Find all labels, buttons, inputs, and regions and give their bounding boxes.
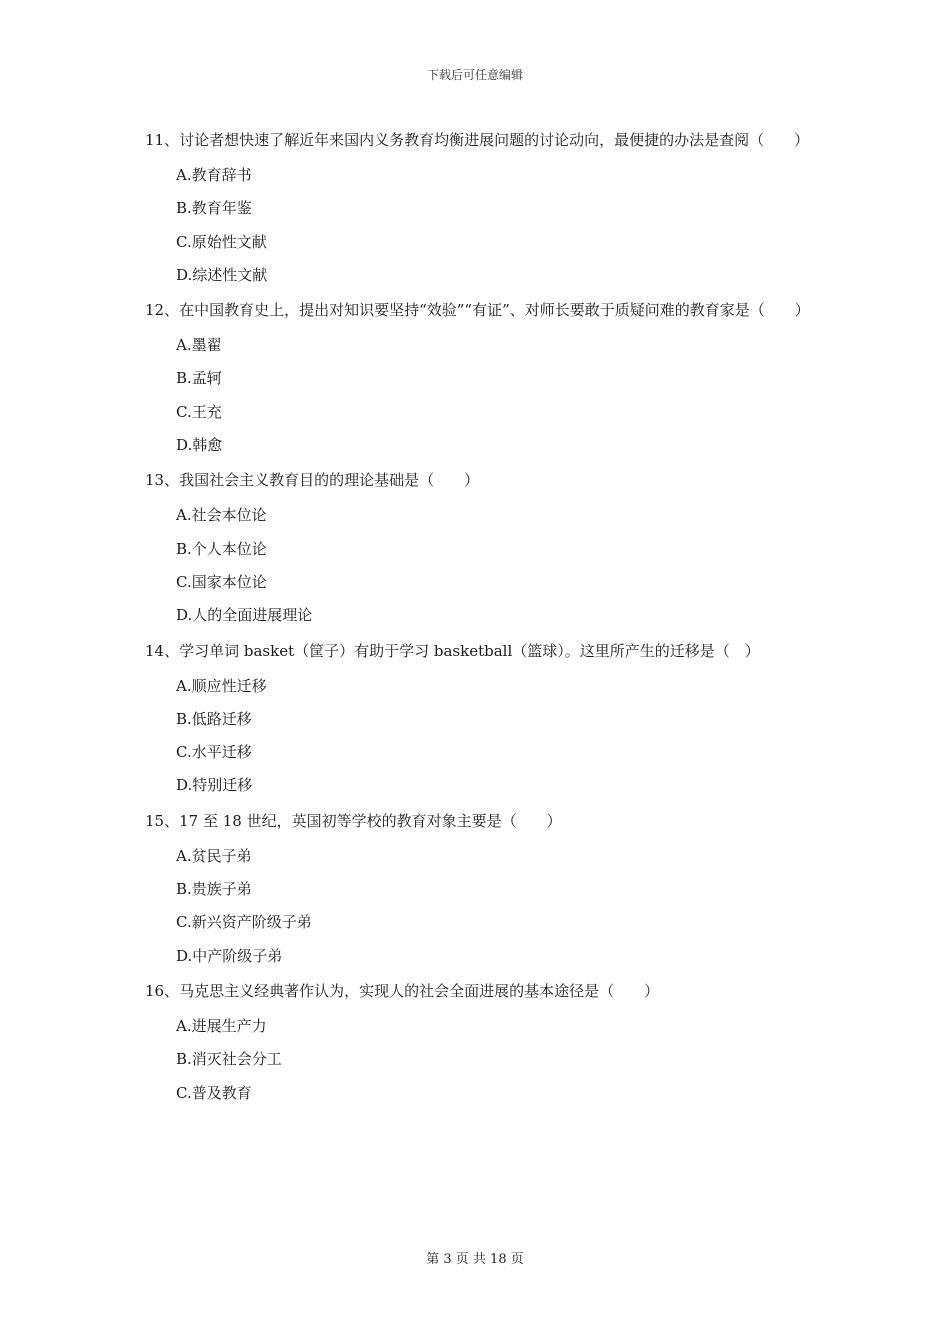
question-15	[145, 803, 810, 973]
question-11	[145, 122, 810, 292]
question-text: 14、学习单词 basket（筐子）有助于学习 basketball（篮球）。这里所产生的迁移是（ ）	[145, 641, 760, 660]
question-16	[145, 973, 810, 1110]
question-list	[145, 122, 810, 1110]
option-d: D.韩愈	[176, 436, 223, 455]
option-a: A.墨翟	[176, 336, 222, 355]
option-c: C.王充	[176, 402, 222, 421]
option-d: D.综述性文献	[176, 265, 268, 284]
option-a: A.顺应性迁移	[176, 676, 267, 695]
option-d: D.特别迁移	[176, 776, 253, 795]
question-14	[145, 633, 810, 803]
option-a: A.社会本位论	[176, 506, 267, 525]
question-text: 13、我国社会主义教育目的的理论基础是（ ）	[145, 471, 480, 490]
option-b: B.低路迁移	[176, 709, 252, 728]
page-header: 下载后可任意编辑	[426, 68, 523, 82]
option-a: A.教育辞书	[176, 166, 252, 184]
option-c: C.普及教育	[176, 1083, 252, 1102]
question-text: 16、马克思主义经典著作认为，实现人的社会全面进展的基本途径是（ ）	[145, 981, 660, 1000]
option-b: B.贵族子弟	[176, 880, 252, 899]
option-b: B.个人本位论	[176, 539, 267, 558]
option-d: D.中产阶级子弟	[176, 946, 283, 965]
option-c: C.原始性文献	[176, 232, 267, 251]
option-b: B.消灭社会分工	[176, 1050, 282, 1069]
question-text: 12、在中国教育史上，提出对知识要坚持“效验”“有证”、对师长要敢于质疑问难的教育家是（ ）	[145, 301, 810, 320]
option-d: D.人的全面进展理论	[176, 606, 313, 625]
option-c: C.新兴资产阶级子弟	[176, 913, 312, 932]
option-a: A.贫民子弟	[176, 846, 252, 865]
question-text: 15、17 至 18 世纪，英国初等学校的教育对象主要是（ ）	[145, 811, 562, 830]
option-c: C.水平迁移	[176, 743, 252, 762]
option-b: B.孟轲	[176, 369, 222, 388]
option-a: A.进展生产力	[176, 1016, 267, 1035]
question-12	[145, 292, 810, 462]
question-13	[145, 462, 810, 632]
option-c: C.国家本位论	[176, 572, 267, 591]
option-b: B.教育年鉴	[176, 199, 252, 218]
question-text: 11、讨论者想快速了解近年来国内义务教育均衡进展问题的讨论动向，最便捷的办法是查阅（ ）	[145, 131, 810, 149]
page-footer: 第 3 页 共 18 页	[426, 1252, 524, 1267]
